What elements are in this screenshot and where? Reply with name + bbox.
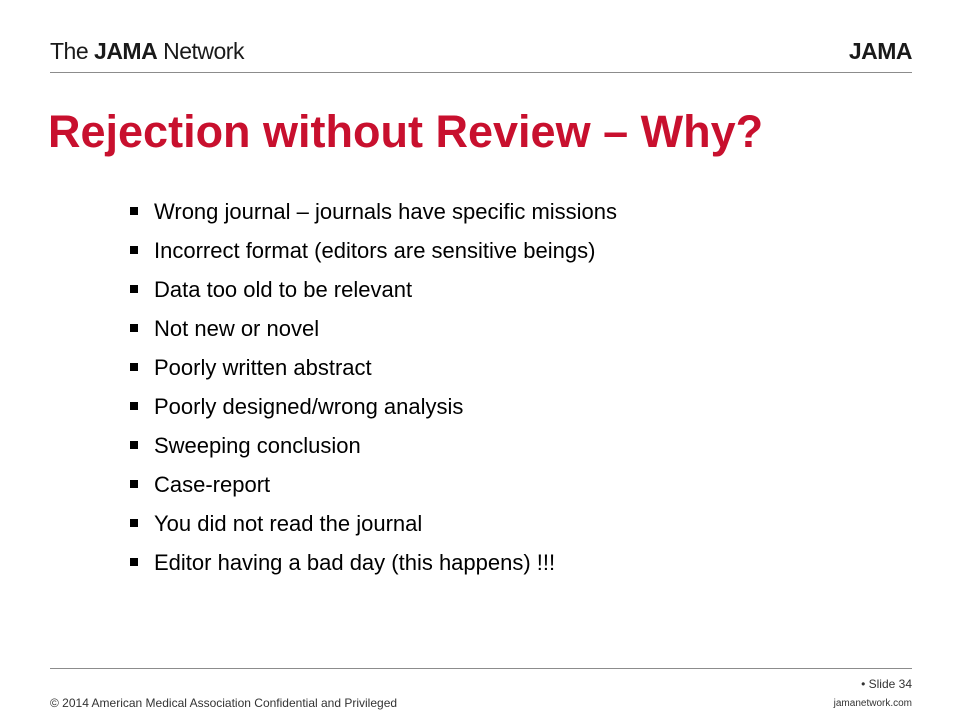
square-bullet-icon — [130, 558, 138, 566]
brand-logo-the-jama-network — [50, 38, 244, 65]
slide-title: Rejection without Review – Why? — [48, 106, 764, 157]
bullet-text: Case-report — [154, 472, 271, 497]
copyright-notice: © 2014 American Medical Association Confidential and Privileged — [50, 696, 398, 710]
bullet-text: Poorly designed/wrong analysis — [154, 394, 464, 419]
square-bullet-icon — [130, 441, 138, 449]
square-bullet-icon — [130, 480, 138, 488]
bullet-text: Poorly written abstract — [154, 355, 372, 380]
brand-suffix: Network — [157, 38, 244, 64]
header-divider — [50, 72, 912, 73]
bullet-item — [130, 465, 617, 504]
bullet-item — [130, 270, 617, 309]
bullet-list — [130, 192, 617, 582]
bullet-item — [130, 543, 617, 582]
bullet-text: Incorrect format (editors are sensitive beings) — [154, 238, 596, 263]
square-bullet-icon — [130, 324, 138, 332]
square-bullet-icon — [130, 363, 138, 371]
footer-divider — [50, 668, 912, 669]
bullet-item — [130, 426, 617, 465]
brand-logo-jama: JAMA — [848, 38, 912, 64]
bullet-item — [130, 387, 617, 426]
bullet-text: Editor having a bad day (this happens) !!! — [154, 550, 556, 575]
square-bullet-icon — [130, 246, 138, 254]
site-url: jamanetwork.com — [833, 698, 912, 709]
bullet-item — [130, 309, 617, 348]
brand-prefix: The — [50, 38, 95, 64]
square-bullet-icon — [130, 207, 138, 215]
bullet-text: Sweeping conclusion — [154, 433, 361, 458]
bullet-item — [130, 504, 617, 543]
bullet-item — [130, 192, 617, 231]
square-bullet-icon — [130, 519, 138, 527]
bullet-item — [130, 348, 617, 387]
bullet-text: Wrong journal – journals have specific missions — [154, 199, 618, 224]
slide-number: • Slide 34 — [861, 677, 912, 691]
bullet-text: Not new or novel — [154, 316, 320, 341]
bullet-item — [130, 231, 617, 270]
square-bullet-icon — [130, 402, 138, 410]
bullet-text: You did not read the journal — [154, 511, 423, 536]
bullet-text: Data too old to be relevant — [154, 277, 413, 302]
brand-bold: JAMA — [94, 38, 158, 64]
square-bullet-icon — [130, 285, 138, 293]
